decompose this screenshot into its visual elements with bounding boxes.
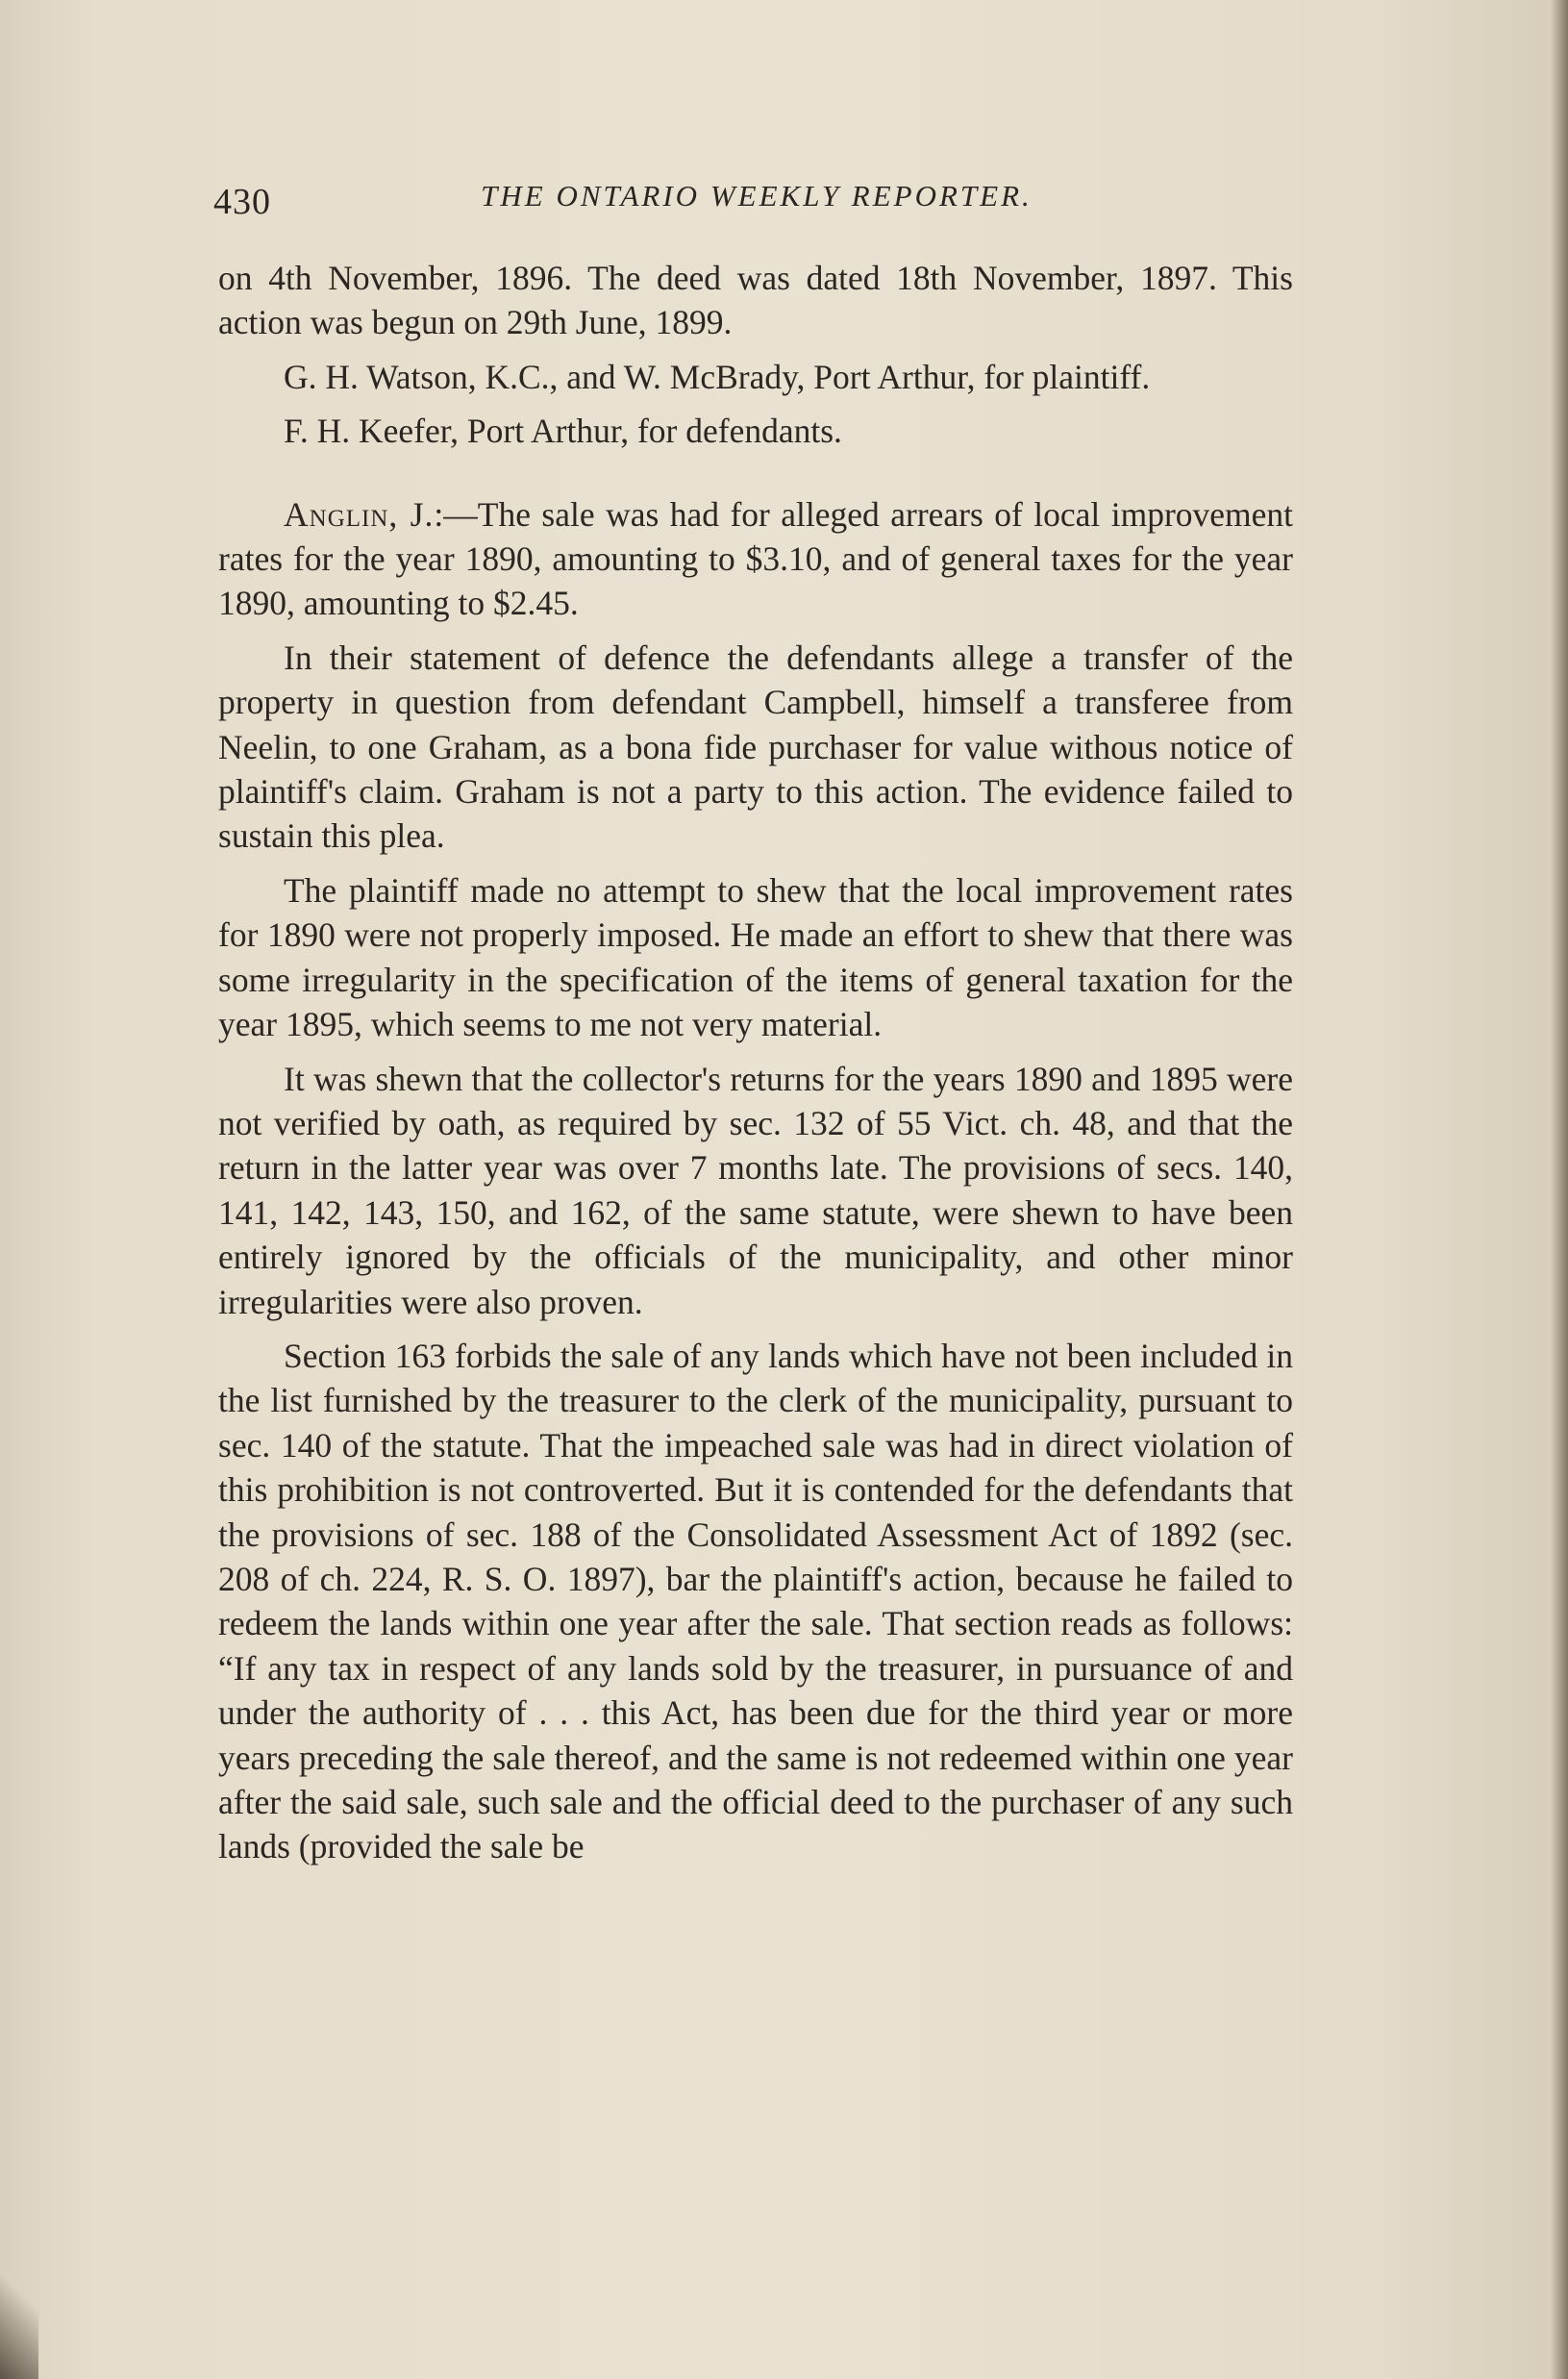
paragraph-defence: In their statement of defence the defendants allege a transfer of the property in question from defendant Campbell, himself a transferee from Neelin, to one Graham, as a bona fide purchaser for value withous notice of plaintiff's claim. Graham is not a party to this action. The evidence failed to sustain this plea. (218, 638, 1293, 856)
paragraph-continuation: on 4th November, 1896. The deed was dated 18th November, 1897. This action was begun on 29th June, 1899. (218, 259, 1293, 342)
judge-name: Anglin, J. (284, 494, 435, 534)
counsel-plaintiff: G. H. Watson, K.C., and W. McBrady, Port Arthur, for plaintiff. (284, 357, 1151, 396)
corner-shadow (0, 2264, 38, 2379)
judgment-opening (218, 492, 1293, 626)
running-head: THE ONTARIO WEEKLY REPORTER. (481, 179, 1033, 213)
paragraph-collector-returns: It was shewn that the collector's returns for the years 1890 and 1895 were not verified by oath, as required by sec. 132 of 55 Vict. ch. 48, and that the return in the latter year was over 7 months late. The provisions of secs. 140, 141, 142, 143, 150, and 162, of the same statute, were shewn to have been entirely ignored by the officials of the municipality, and other minor irregularities were also proven. (218, 1059, 1293, 1321)
body-text (218, 256, 1293, 1869)
spine-shadow (1551, 0, 1568, 2379)
page-number: 430 (213, 182, 271, 222)
paragraph-section-163: Section 163 forbids the sale of any lands which have not been included in the list furnished by the treasurer to the clerk of the municipality, pursuant to sec. 140 of the statute. That the impeached sale was had in direct violation of this prohibition is not controverted. But it is contended for the defendants that the provisions of sec. 188 of the Consolidated Assessment Act of 1892 (sec. 208 of ch. 224, R. S. O. 1897), bar the plaintiff's action, because he failed to redeem the lands within one year after the sale. That section reads as follows: “If any tax in respect of any lands sold by the treasurer, in pursuance of and under the authority of . . . this Act, has been due for the third year or more years preceding the sale thereof, and the same is not redeemed within one year after the said sale, such sale and the official deed to the purchaser of any such lands (provided the sale be (218, 1336, 1293, 1866)
paragraph-improvement-rates: The plaintiff made no attempt to shew that the local improvement rates for 1890 were not properly imposed. He made an effort to shew that there was some irregularity in the specification of the items of general taxation for the year 1895, which seems to me not very material. (218, 870, 1293, 1044)
page-header (213, 173, 1300, 231)
judgment-opening-text: :—The sale was had for alleged arrears of local improvement rates for the year 1890, amounting to $3.10, and of general taxes for the year 1890, amounting to $2.45. (218, 494, 1293, 623)
counsel-defendants: F. H. Keefer, Port Arthur, for defendants. (284, 412, 842, 451)
